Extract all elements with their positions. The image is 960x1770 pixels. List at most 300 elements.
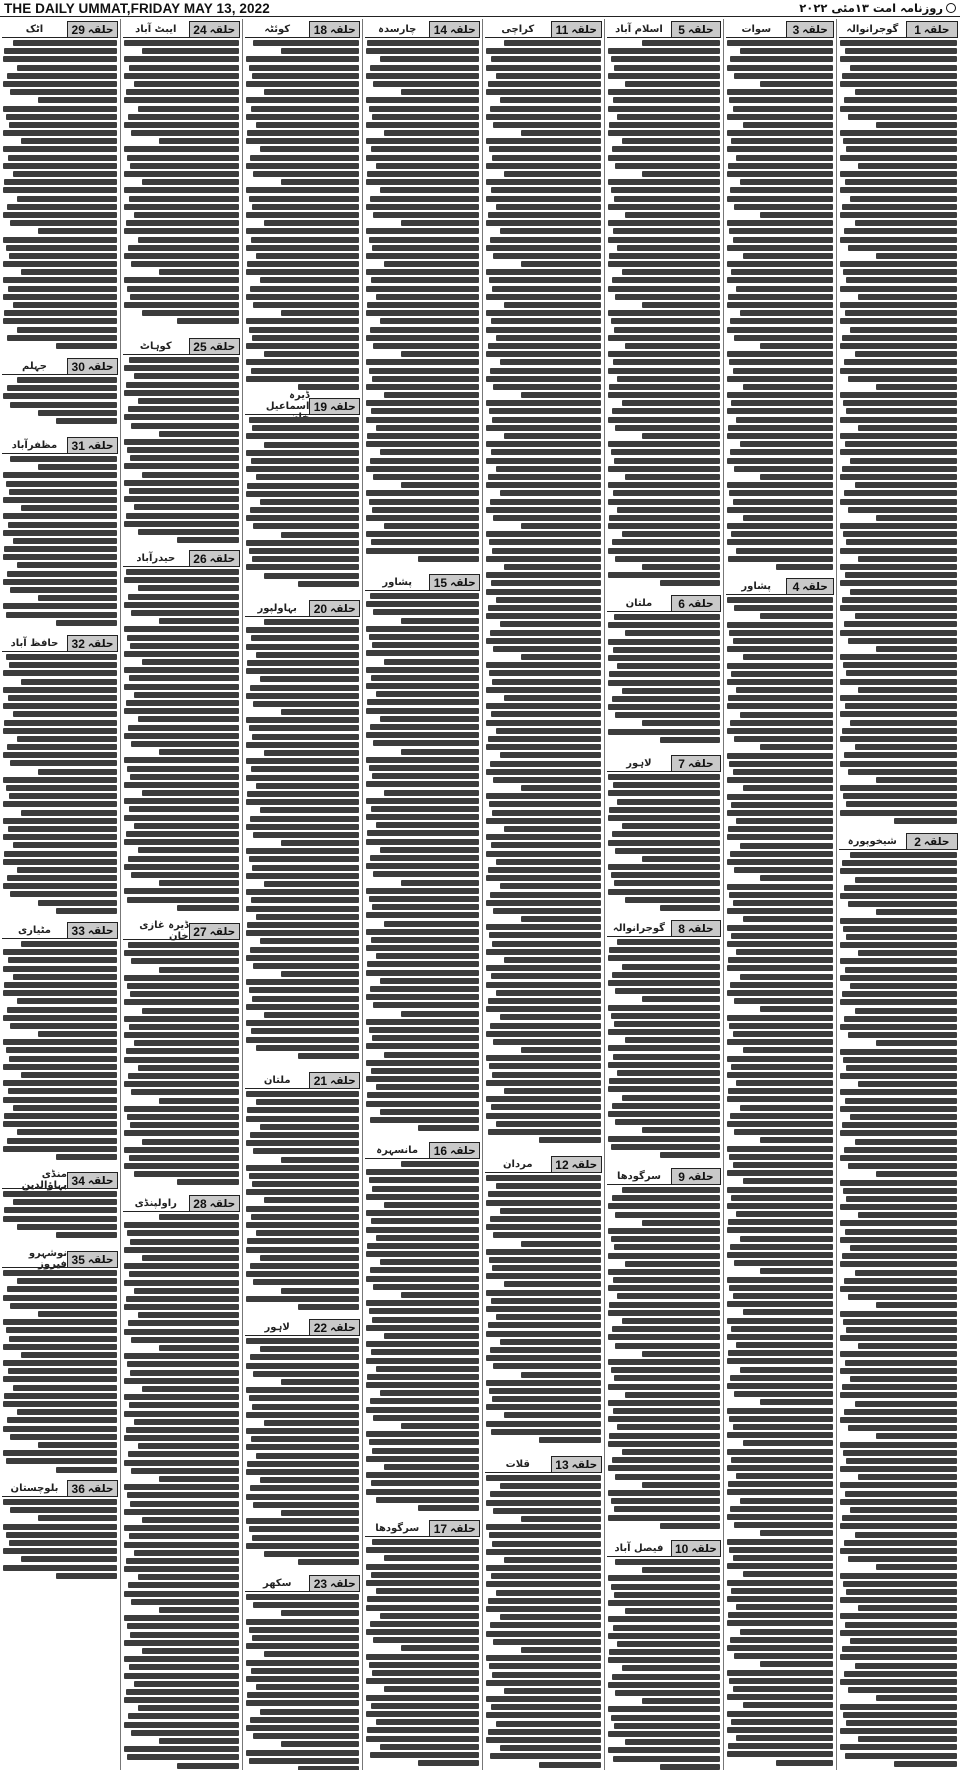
text-line	[727, 1449, 833, 1455]
text-line	[366, 970, 479, 976]
text-line	[731, 1457, 833, 1463]
text-line	[249, 1526, 359, 1532]
text-line	[376, 822, 480, 828]
text-line	[373, 1415, 479, 1421]
text-line	[246, 1004, 359, 1010]
text-line	[848, 1163, 957, 1169]
text-line	[253, 1733, 359, 1739]
text-line	[740, 1629, 833, 1635]
text-line	[733, 900, 833, 906]
text-line	[521, 654, 601, 660]
text-line	[613, 490, 720, 496]
text-line	[486, 687, 601, 693]
text-line	[366, 888, 479, 894]
text-line	[760, 1137, 833, 1143]
text-line	[493, 1639, 601, 1645]
text-line	[4, 982, 117, 988]
text-line	[622, 138, 720, 144]
text-line	[17, 1129, 117, 1135]
text-line	[127, 1361, 239, 1367]
text-line	[138, 237, 239, 243]
text-line	[246, 1247, 359, 1253]
text-line	[56, 343, 117, 349]
text-line	[370, 855, 479, 861]
text-line	[9, 1540, 117, 1546]
text-line	[846, 934, 957, 940]
constituency-label: حلقہ	[330, 400, 356, 413]
constituency-number: 3	[792, 22, 800, 37]
text-line	[3, 777, 117, 783]
text-line	[21, 269, 117, 275]
text-line	[840, 1220, 957, 1226]
text-line	[380, 1390, 479, 1396]
text-line	[729, 1154, 833, 1160]
text-line	[128, 114, 239, 120]
constituency-number: 6	[678, 596, 685, 611]
text-line	[4, 1207, 117, 1213]
constituency-header	[2, 21, 118, 38]
text-line	[246, 1725, 359, 1731]
text-line	[370, 1752, 479, 1758]
constituency-label: حلقہ	[687, 1170, 714, 1183]
text-line	[129, 675, 239, 681]
text-line	[246, 1494, 359, 1500]
text-line	[850, 1507, 957, 1513]
text-line	[38, 464, 117, 470]
text-line	[734, 1129, 833, 1135]
text-line	[642, 1351, 720, 1357]
text-line	[3, 949, 117, 955]
text-line	[727, 941, 833, 947]
text-line	[372, 773, 479, 779]
text-line	[124, 171, 239, 177]
text-line	[840, 1368, 957, 1374]
text-line	[613, 359, 720, 365]
text-line	[124, 782, 239, 788]
text-line	[730, 720, 833, 726]
text-line	[252, 73, 359, 79]
text-line	[486, 65, 601, 71]
text-line	[251, 897, 359, 903]
text-line	[246, 1676, 359, 1682]
text-line	[281, 310, 359, 316]
text-line	[840, 302, 957, 308]
constituency-name: حافظ آباد	[2, 635, 67, 652]
text-line	[855, 1663, 957, 1669]
text-line	[128, 406, 239, 412]
text-line	[366, 204, 479, 210]
text-line	[727, 1277, 833, 1283]
text-line	[608, 1136, 720, 1142]
constituency-label: حلقہ	[209, 23, 236, 36]
article-body-text	[123, 1214, 240, 1770]
text-line	[840, 1286, 957, 1292]
text-line	[246, 1363, 359, 1369]
english-dateline: THE DAILY UMMAT,FRIDAY MAY 13, 2022	[4, 0, 270, 16]
text-line	[17, 1224, 117, 1230]
text-line	[843, 1712, 957, 1718]
text-line	[7, 385, 117, 391]
text-line	[500, 883, 601, 889]
text-line	[608, 1228, 720, 1234]
text-line	[490, 761, 601, 767]
text-line	[380, 1259, 479, 1265]
text-line	[246, 1700, 359, 1706]
text-line	[249, 725, 359, 731]
constituency-name: لاہور	[245, 1319, 309, 1336]
text-line	[731, 1326, 833, 1332]
text-line	[3, 187, 117, 193]
constituency-block	[2, 1480, 118, 1586]
text-line	[4, 48, 117, 54]
text-line	[844, 1671, 957, 1677]
text-line	[608, 1029, 720, 1035]
text-line	[486, 1524, 601, 1530]
text-line	[486, 482, 601, 488]
text-line	[614, 1244, 720, 1250]
text-line	[3, 579, 117, 585]
text-line	[840, 564, 957, 570]
constituency-number: 18	[313, 22, 328, 37]
text-line	[858, 1081, 957, 1087]
text-line	[370, 458, 479, 464]
text-line	[256, 914, 360, 920]
text-line	[727, 392, 833, 398]
text-line	[608, 1384, 720, 1390]
text-line	[486, 589, 601, 595]
text-line	[369, 1662, 479, 1668]
text-line	[250, 685, 359, 691]
text-line	[625, 1739, 720, 1745]
text-line	[845, 1753, 957, 1759]
text-line	[612, 1457, 720, 1463]
text-line	[617, 114, 720, 120]
article-body-text	[365, 40, 480, 570]
text-line	[7, 335, 117, 341]
constituency-name: ملتان	[607, 595, 671, 612]
text-line	[127, 1230, 239, 1236]
text-line	[7, 744, 117, 750]
text-line	[727, 507, 833, 513]
text-line	[490, 1622, 601, 1628]
text-line	[124, 839, 239, 845]
text-line	[840, 893, 957, 899]
text-line	[894, 818, 957, 824]
constituency-number-tag	[309, 398, 360, 415]
text-line	[608, 1203, 720, 1209]
constituency-name: قلات	[485, 1456, 551, 1473]
text-line	[612, 831, 720, 837]
text-line	[486, 425, 601, 431]
text-line	[615, 1474, 720, 1480]
text-line	[486, 531, 601, 537]
text-line	[642, 720, 720, 726]
text-line	[3, 1146, 117, 1152]
text-line	[840, 605, 957, 611]
text-line	[366, 781, 479, 787]
text-line	[124, 277, 239, 283]
text-line	[486, 638, 601, 644]
text-line	[298, 1053, 359, 1059]
text-line	[488, 1729, 601, 1735]
text-line	[727, 1358, 833, 1364]
text-line	[734, 736, 833, 742]
text-line	[246, 212, 359, 218]
text-line	[124, 577, 239, 583]
constituency-header	[485, 1156, 602, 1173]
text-line	[736, 1735, 833, 1741]
text-line	[298, 1766, 359, 1770]
text-line	[729, 1416, 833, 1422]
text-line	[366, 1227, 479, 1233]
text-line	[401, 482, 479, 488]
text-line	[486, 1581, 601, 1587]
text-line	[250, 1132, 359, 1138]
text-line	[608, 1334, 720, 1340]
text-line	[612, 277, 720, 283]
constituency-header	[2, 1169, 118, 1191]
text-line	[840, 187, 957, 193]
constituency-number: 8	[678, 921, 685, 936]
text-line	[56, 418, 117, 424]
text-line	[366, 1043, 479, 1049]
text-line	[855, 482, 957, 488]
text-line	[504, 564, 601, 570]
constituency-number-tag	[309, 600, 360, 617]
text-line	[486, 1055, 601, 1061]
text-line	[608, 1633, 720, 1639]
text-line	[3, 801, 117, 807]
text-line	[376, 691, 480, 697]
text-line	[850, 327, 957, 333]
constituency-number-tag	[786, 578, 834, 595]
text-line	[840, 548, 957, 554]
text-line	[124, 1566, 239, 1572]
text-line	[500, 1339, 601, 1345]
text-line	[496, 466, 601, 472]
constituency-block	[607, 21, 721, 593]
column-divider	[836, 19, 837, 1770]
text-line	[371, 1572, 479, 1578]
text-line	[127, 983, 239, 989]
text-line	[840, 286, 957, 292]
text-line	[727, 1645, 833, 1651]
text-line	[608, 864, 720, 870]
text-line	[612, 1674, 720, 1680]
constituency-block	[607, 920, 721, 1166]
constituency-header	[607, 755, 721, 772]
constituency-number-tag	[671, 1168, 721, 1185]
article-body-text	[245, 417, 360, 596]
text-line	[727, 277, 833, 283]
text-line	[13, 1199, 117, 1205]
text-line	[840, 368, 957, 374]
text-line	[736, 949, 833, 955]
text-line	[622, 688, 720, 694]
constituency-header	[2, 1480, 118, 1497]
text-line	[13, 974, 117, 980]
text-line	[3, 670, 117, 676]
text-line	[124, 1081, 239, 1087]
text-line	[129, 1664, 239, 1670]
text-line	[142, 659, 239, 665]
text-line	[376, 425, 480, 431]
constituency-number-tag	[786, 21, 834, 38]
text-line	[124, 684, 239, 690]
constituency-label: حلقہ	[450, 1144, 476, 1157]
text-line	[384, 1202, 479, 1208]
text-line	[840, 171, 957, 177]
constituency-name: مردان	[485, 1156, 551, 1173]
text-line	[38, 769, 117, 775]
article-body-text	[123, 569, 240, 919]
text-line	[615, 1690, 720, 1696]
text-line	[247, 1107, 359, 1113]
text-line	[3, 1319, 117, 1325]
text-line	[840, 1106, 957, 1112]
text-line	[504, 1557, 601, 1563]
text-line	[855, 744, 957, 750]
column-1	[839, 19, 958, 1770]
text-line	[608, 729, 720, 735]
text-line	[246, 56, 359, 62]
text-line	[855, 89, 957, 95]
text-line	[727, 220, 833, 226]
text-line	[124, 463, 239, 469]
text-line	[367, 699, 479, 705]
text-line	[850, 196, 957, 202]
text-line	[733, 1031, 833, 1037]
text-line	[491, 842, 601, 848]
text-line	[366, 384, 479, 390]
text-line	[500, 1014, 601, 1020]
text-line	[743, 1309, 833, 1315]
text-line	[840, 1130, 957, 1136]
text-line	[124, 1329, 239, 1335]
text-line	[250, 947, 359, 953]
text-line	[843, 926, 957, 932]
text-line	[496, 1590, 601, 1596]
text-line	[736, 155, 833, 161]
text-line	[142, 1648, 239, 1654]
constituency-header	[245, 21, 360, 38]
article-body-text	[245, 619, 360, 1068]
text-line	[858, 425, 957, 431]
text-line	[660, 737, 720, 743]
text-line	[486, 1331, 601, 1337]
text-line	[617, 1070, 720, 1076]
text-line	[608, 48, 720, 54]
text-line	[486, 613, 601, 619]
text-line	[840, 1654, 957, 1660]
text-line	[370, 65, 479, 71]
text-line	[608, 840, 720, 846]
text-line	[124, 414, 239, 420]
text-line	[486, 1113, 601, 1119]
text-line	[124, 1147, 239, 1153]
constituency-number: 11	[555, 22, 569, 37]
text-line	[608, 106, 720, 112]
text-line	[250, 1485, 359, 1491]
constituency-number: 9	[678, 1169, 685, 1184]
text-line	[740, 48, 833, 54]
text-line	[246, 1116, 359, 1122]
text-line	[380, 716, 479, 722]
text-line	[247, 660, 359, 666]
constituency-number-tag	[67, 1480, 118, 1497]
text-line	[366, 1431, 479, 1437]
text-line	[264, 573, 359, 579]
text-line	[858, 950, 957, 956]
text-line	[130, 1501, 239, 1507]
text-line	[733, 1424, 833, 1430]
text-line	[3, 1191, 117, 1197]
text-line	[613, 1277, 720, 1283]
text-line	[4, 1113, 117, 1119]
text-line	[38, 1442, 117, 1448]
constituency-name: سوات	[726, 21, 786, 38]
text-line	[256, 783, 360, 789]
text-line	[488, 736, 601, 742]
text-line	[369, 634, 479, 640]
text-line	[401, 1161, 479, 1167]
column-6	[245, 19, 360, 1770]
text-line	[612, 539, 720, 545]
text-line	[124, 253, 239, 259]
text-line	[846, 1458, 957, 1464]
text-line	[380, 187, 479, 193]
text-line	[840, 785, 957, 791]
text-line	[855, 877, 957, 883]
constituency-label: حلقہ	[802, 23, 828, 36]
text-line	[128, 245, 239, 251]
text-line	[250, 507, 359, 513]
text-line	[8, 957, 117, 963]
text-line	[608, 73, 720, 79]
text-line	[608, 1253, 720, 1259]
text-line	[500, 97, 601, 103]
text-line	[366, 683, 479, 689]
constituency-label: حلقہ	[450, 23, 476, 36]
text-line	[372, 376, 479, 382]
text-line	[124, 365, 239, 371]
text-line	[486, 1096, 601, 1102]
text-line	[252, 1535, 359, 1541]
text-line	[246, 1444, 359, 1450]
constituency-number: 2	[914, 834, 921, 849]
text-line	[660, 1523, 720, 1529]
text-line	[760, 1530, 833, 1536]
constituency-header	[607, 21, 721, 38]
column-divider	[362, 19, 363, 1770]
text-line	[492, 1396, 601, 1402]
text-line	[130, 1632, 239, 1638]
constituency-header	[123, 920, 240, 942]
text-line	[727, 1187, 833, 1193]
text-line	[727, 908, 833, 914]
article-body-text	[2, 1499, 118, 1584]
constituency-number: 13	[555, 1457, 569, 1472]
text-line	[131, 261, 239, 267]
text-line	[256, 122, 360, 128]
text-line	[727, 1408, 833, 1414]
text-line	[608, 368, 720, 374]
text-line	[491, 187, 601, 193]
text-line	[252, 204, 359, 210]
text-line	[729, 892, 833, 898]
text-line	[608, 237, 720, 243]
text-line	[842, 991, 957, 997]
